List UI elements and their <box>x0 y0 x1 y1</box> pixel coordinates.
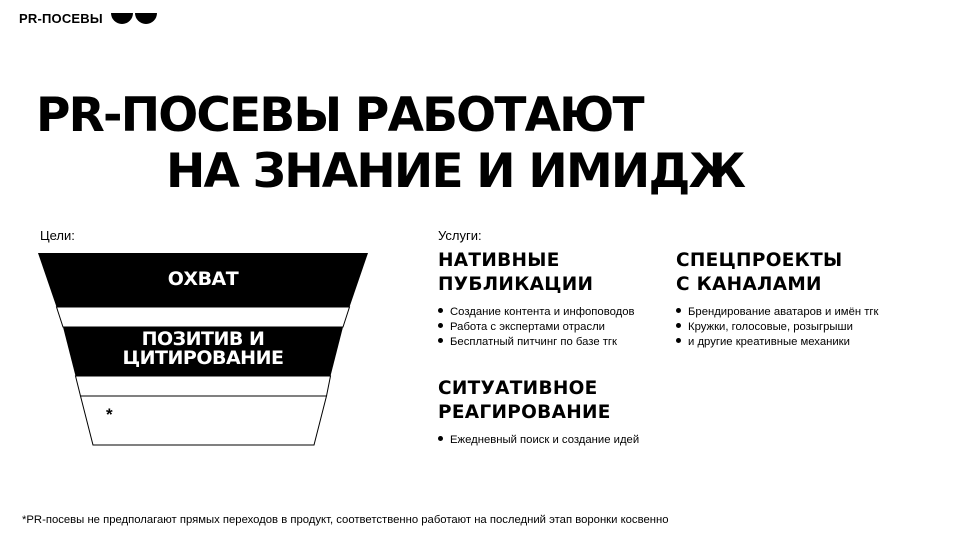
list-item: Работа с экспертами отрасли <box>438 320 634 335</box>
funnel-level-reach-gap <box>57 307 350 327</box>
service-title <box>438 249 634 297</box>
double-half-circle-logo-icon <box>111 13 157 24</box>
list-item: Кружки, голосовые, розыгрыши <box>676 320 878 335</box>
funnel-footnote-marker: * <box>106 405 113 424</box>
list-item: Бесплатный питчинг по базе тгк <box>438 335 634 350</box>
page-title-line-2: НА ЗНАНИЕ И ИМИДЖ <box>166 144 745 199</box>
service-bullets <box>438 305 634 350</box>
service-native-publications <box>438 249 634 350</box>
service-special-projects <box>676 249 878 350</box>
service-title-line-1: СПЕЦПРОЕКТЫ <box>676 250 843 271</box>
service-bullets <box>438 433 639 448</box>
service-title-line-2: С КАНАЛАМИ <box>676 274 822 295</box>
service-situational-response <box>438 377 639 448</box>
goals-label: Цели: <box>40 228 75 243</box>
list-item: Ежедневный поиск и создание идей <box>438 433 639 448</box>
list-item: Создание контента и инфоповодов <box>438 305 634 320</box>
footnote: *PR-посевы не предполагают прямых переходов в продукт, соответственно работают на последний этап воронки косвенно <box>22 514 669 526</box>
page-title <box>36 88 744 200</box>
service-title-line-2: ПУБЛИКАЦИИ <box>438 274 594 295</box>
list-item: Брендирование аватаров и имён тгк <box>676 305 878 320</box>
funnel-label-positive <box>38 330 368 368</box>
service-title <box>676 249 878 297</box>
brand <box>19 9 157 27</box>
service-title-line-1: СИТУАТИВНОЕ <box>438 378 598 399</box>
funnel-label-positive-line-2: ЦИТИРОВАНИЕ <box>122 347 284 369</box>
services-label: Услуги: <box>438 228 482 243</box>
list-item: и другие креативные механики <box>676 335 878 350</box>
funnel-label-positive-line-1: ПОЗИТИВ И <box>141 328 265 350</box>
funnel-level-positive-gap <box>76 376 331 396</box>
service-title-line-1: НАТИВНЫЕ <box>438 250 560 271</box>
service-title <box>438 377 639 425</box>
funnel-label-reach: ОХВАТ <box>167 268 239 290</box>
service-bullets <box>676 305 878 350</box>
page-title-line-1: PR-ПОСЕВЫ РАБОТАЮТ <box>36 88 643 143</box>
funnel-level-indirect <box>81 396 327 445</box>
brand-name: PR-ПОСЕВЫ <box>19 10 103 26</box>
service-title-line-2: РЕАГИРОВАНИЕ <box>438 402 611 423</box>
